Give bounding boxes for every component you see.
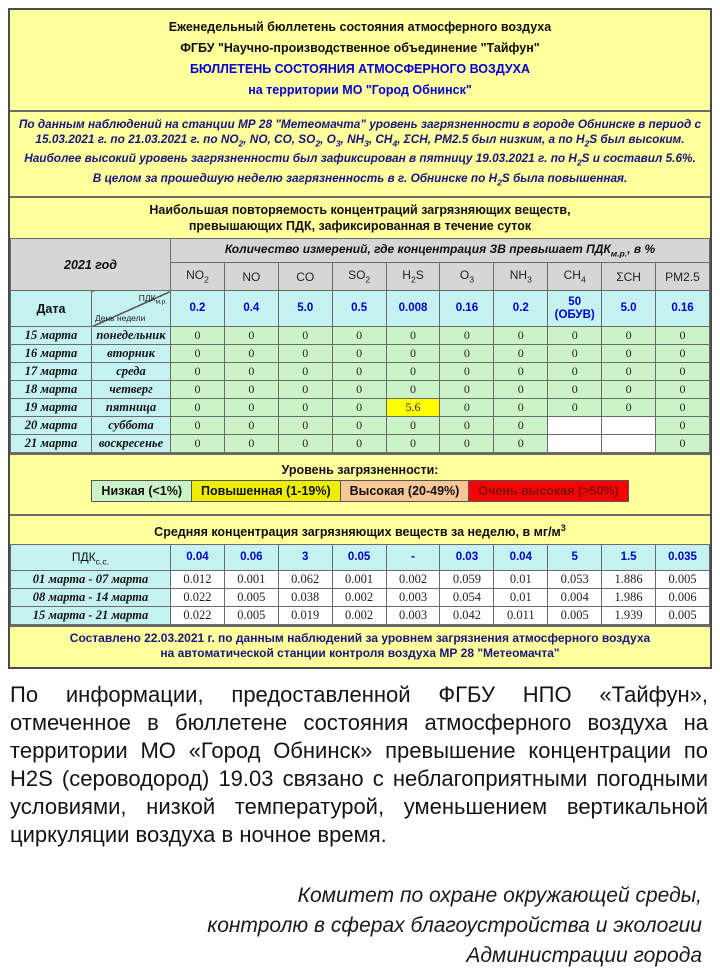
value-cell: 0 <box>548 345 602 363</box>
week-value-cell: 1.986 <box>602 589 656 607</box>
value-cell: 0 <box>171 417 225 435</box>
date-cell: 16 марта <box>11 345 92 363</box>
day-cell: вторник <box>92 345 171 363</box>
date-cell: 15 марта <box>11 327 92 345</box>
bulletin-title-line-2: ФГБУ "Научно-производственное объединение "Тайфун" <box>180 41 540 55</box>
pdk-mr-value: 0.2 <box>171 291 225 327</box>
gas-header-so2: $SO_2$ <box>332 263 386 291</box>
value-cell: 0 <box>278 435 332 453</box>
value-cell: 0 <box>224 399 278 417</box>
value-cell: 0 <box>224 363 278 381</box>
gas-header-ch4: $CH_4$ <box>548 263 602 291</box>
pdk-mr-value: 0.008 <box>386 291 440 327</box>
value-cell: 0 <box>656 381 710 399</box>
week-value-cell: 0.038 <box>278 589 332 607</box>
value-cell: 0 <box>278 363 332 381</box>
value-cell: 0 <box>386 345 440 363</box>
value-cell: 0 <box>332 363 386 381</box>
gas-header-no: NO <box>224 263 278 291</box>
week-value-cell: 0.005 <box>548 607 602 625</box>
value-cell: 0 <box>440 399 494 417</box>
week-value-cell: 0.002 <box>332 607 386 625</box>
legend-item-elevated: Повышенная (1-19%) <box>191 480 341 502</box>
week-value-cell: 0.053 <box>548 571 602 589</box>
table-row-week-1 <box>11 571 710 589</box>
day-cell: воскресенье <box>92 435 171 453</box>
value-cell: 0 <box>171 435 225 453</box>
value-cell: 0 <box>602 327 656 345</box>
week-period-cell: 15 марта - 21 марта <box>11 607 171 625</box>
value-cell: 0 <box>602 363 656 381</box>
bulletin-title-line-1: Еженедельный бюллетень состояния атмосферного воздуха <box>168 20 552 34</box>
pdk-mr-value: 0.16 <box>656 291 710 327</box>
table-row-thursday <box>11 381 710 399</box>
week-value-cell: 1.886 <box>602 571 656 589</box>
week-value-cell: 0.01 <box>494 571 548 589</box>
pdk-ss-value: 0.035 <box>656 545 710 571</box>
pdk-mr-row <box>11 291 710 327</box>
day-cell: среда <box>92 363 171 381</box>
value-cell: 0 <box>386 327 440 345</box>
year-label: 2021 год <box>11 239 171 291</box>
value-cell: 0 <box>656 399 710 417</box>
date-cell: 18 марта <box>11 381 92 399</box>
no-data-cell <box>548 417 602 435</box>
value-cell: 0 <box>171 399 225 417</box>
pollution-level-legend <box>10 453 710 514</box>
value-cell: 0 <box>386 381 440 399</box>
value-cell: 0 <box>332 327 386 345</box>
value-cell: 0 <box>494 417 548 435</box>
date-cell: 21 марта <box>11 435 92 453</box>
legend-item-very-high: Очень высокая (>50%) <box>468 480 628 502</box>
no-data-cell <box>602 417 656 435</box>
pdk-ss-value: 3 <box>278 545 332 571</box>
no-data-cell <box>548 435 602 453</box>
pdk-ss-row <box>11 545 710 571</box>
week-value-cell: 0.054 <box>440 589 494 607</box>
table-row-friday <box>11 399 710 417</box>
value-cell: 0 <box>494 399 548 417</box>
value-cell: 0 <box>224 381 278 399</box>
week-value-cell: 0.005 <box>224 607 278 625</box>
pdk-mr-value: 5.0 <box>602 291 656 327</box>
table-row-sunday <box>11 435 710 453</box>
value-cell: 0 <box>656 417 710 435</box>
value-cell: 0 <box>224 345 278 363</box>
week-value-cell: 0.001 <box>224 571 278 589</box>
gas-header-no2: $NO_2$ <box>171 263 225 291</box>
pdk-mr-value: 0.4 <box>224 291 278 327</box>
legend-item-high: Высокая (20-49%) <box>340 480 470 502</box>
value-cell: 0 <box>278 327 332 345</box>
date-cell: 20 марта <box>11 417 92 435</box>
value-cell: 0 <box>548 381 602 399</box>
signature-line-3: Администрации города <box>466 944 702 968</box>
value-cell: 0 <box>171 363 225 381</box>
table-row-week-3 <box>11 607 710 625</box>
value-cell: 0 <box>656 327 710 345</box>
week-value-cell: 0.011 <box>494 607 548 625</box>
freq-table <box>10 238 710 453</box>
air-quality-bulletin <box>8 8 712 669</box>
h2s-exceedance-cell: 5.6 <box>386 399 440 417</box>
pdk-mr-value: 5.0 <box>278 291 332 327</box>
week-value-cell: 0.002 <box>332 589 386 607</box>
legend-item-low: Низкая (<1%) <box>91 480 192 502</box>
avg-table <box>10 544 710 625</box>
week-value-cell: 0.022 <box>171 607 225 625</box>
avg-section-title: Средняя концентрация загрязняющих веществ за неделю, в $мг/м^3$ <box>10 514 710 544</box>
bulletin-header <box>10 10 710 110</box>
pdk-mr-value: 0.16 <box>440 291 494 327</box>
diagonal-header-cell <box>92 291 171 327</box>
value-cell: 0 <box>440 435 494 453</box>
week-value-cell: 0.001 <box>332 571 386 589</box>
pdk-ss-value: 0.03 <box>440 545 494 571</box>
day-cell: пятница <box>92 399 171 417</box>
week-value-cell: 0.022 <box>171 589 225 607</box>
value-cell: 0 <box>494 435 548 453</box>
value-cell: 0 <box>386 435 440 453</box>
measure-header: Количество измерений, где концентрация ЗВ превышает $ПДК_{м.р.}$, в % <box>171 239 710 263</box>
signature-block <box>0 881 702 971</box>
week-value-cell: 0.042 <box>440 607 494 625</box>
pdk-mr-value: 0.5 <box>332 291 386 327</box>
week-value-cell: 1.939 <box>602 607 656 625</box>
signature-line-1: Комитет по охране окружающей среды, <box>297 884 702 908</box>
table-row-saturday <box>11 417 710 435</box>
value-cell: 0 <box>602 399 656 417</box>
value-cell: 0 <box>278 381 332 399</box>
value-cell: 0 <box>332 435 386 453</box>
table-row-tuesday <box>11 345 710 363</box>
gas-header-o3: $O_3$ <box>440 263 494 291</box>
value-cell: 0 <box>386 417 440 435</box>
gas-header-h2s: $H_2S$ <box>386 263 440 291</box>
value-cell: 0 <box>171 345 225 363</box>
diag-pdk-label: $ПДК_{м.р.}$ <box>138 293 168 306</box>
value-cell: 0 <box>440 345 494 363</box>
pdk-ss-value: 1.5 <box>602 545 656 571</box>
week-value-cell: 0.006 <box>656 589 710 607</box>
week-value-cell: 0.019 <box>278 607 332 625</box>
day-cell: суббота <box>92 417 171 435</box>
value-cell: 0 <box>656 435 710 453</box>
value-cell: 0 <box>656 345 710 363</box>
value-cell: 0 <box>278 345 332 363</box>
week-value-cell: 0.003 <box>386 607 440 625</box>
day-cell: четверг <box>92 381 171 399</box>
value-cell: 0 <box>224 417 278 435</box>
explanatory-note: По информации, предоставленной ФГБУ НПО «Тайфун», отмеченное в бюллетене состояния атмосферного воздуха на территории МО «Город Обнинск» превышение концентрации по H2S (сероводород) 19.03 связано с неблагоприятными погодными условиями, низкой температурой, уменьшением вертикальной циркуляции воздуха в ночное время. <box>10 682 708 848</box>
value-cell: 0 <box>440 327 494 345</box>
value-cell: 0 <box>440 381 494 399</box>
date-cell: 19 марта <box>11 399 92 417</box>
freq-section-title: Наибольшая повторяемость концентраций загрязняющих веществ, превышающих ПДК, зафиксированная в течение суток <box>10 196 710 238</box>
value-cell: 0 <box>440 417 494 435</box>
week-value-cell: 0.062 <box>278 571 332 589</box>
week-value-cell: 0.059 <box>440 571 494 589</box>
value-cell: 0 <box>171 381 225 399</box>
value-cell: 0 <box>278 417 332 435</box>
value-cell: 0 <box>171 327 225 345</box>
value-cell: 0 <box>332 381 386 399</box>
value-cell: 0 <box>224 327 278 345</box>
week-value-cell: 0.005 <box>656 571 710 589</box>
value-cell: 0 <box>386 363 440 381</box>
gas-header-sch: ΣCH <box>602 263 656 291</box>
value-cell: 0 <box>602 381 656 399</box>
value-cell: 0 <box>440 363 494 381</box>
legend-title: Уровень загрязненности: <box>281 463 439 478</box>
bulletin-title-line-3: БЮЛЛЕТЕНЬ СОСТОЯНИЯ АТМОСФЕРНОГО ВОЗДУХА <box>189 62 531 76</box>
value-cell: 0 <box>494 363 548 381</box>
signature-line-2: контролю в сферах благоустройства и экологии <box>207 914 702 938</box>
no-data-cell <box>602 435 656 453</box>
freq-header-row-1 <box>11 239 710 263</box>
week-period-cell: 08 марта - 14 марта <box>11 589 171 607</box>
value-cell: 0 <box>332 345 386 363</box>
pdk-mr-value: 50 (ОБУВ) <box>548 291 602 327</box>
pdk-ss-value: 0.04 <box>171 545 225 571</box>
pdk-ss-label: $ПДК_{с.с.}$ <box>11 545 171 571</box>
week-value-cell: 0.005 <box>656 607 710 625</box>
week-value-cell: 0.005 <box>224 589 278 607</box>
week-value-cell: 0.01 <box>494 589 548 607</box>
week-value-cell: 0.002 <box>386 571 440 589</box>
pdk-ss-value: - <box>386 545 440 571</box>
diag-weekday-label: День недели <box>95 313 146 324</box>
week-value-cell: 0.003 <box>386 589 440 607</box>
gas-header-pm25: PM2.5 <box>656 263 710 291</box>
date-column-label: Дата <box>11 291 92 327</box>
table-row-monday <box>11 327 710 345</box>
value-cell: 0 <box>494 345 548 363</box>
value-cell: 0 <box>278 399 332 417</box>
pdk-ss-value: 0.04 <box>494 545 548 571</box>
gas-header-co: CO <box>278 263 332 291</box>
observation-summary: По данным наблюдений на станции МР 28 "Метеомачта" уровень загрязненности в городе Обнинске в период с 15.03.2021 г. по 21.03.2021 г. по $NO_2$, NO, CO, $SO_2$, $O_3$, $NH_3$, $CH_4$, ΣCH, PM2.5 был низким, а по $H_2S$ был высоким. Наиболее высокий уровень загрязненности был зафиксирован в пятницу 19.03.2021 г. по $H_2S$ и составил 5.6%. В целом за прошедшую неделю загрязненность в г. Обнинске по $H_2S$ была повышенная. <box>10 110 710 196</box>
legend-row <box>91 480 628 502</box>
week-period-cell: 01 марта - 07 марта <box>11 571 171 589</box>
value-cell: 0 <box>224 435 278 453</box>
value-cell: 0 <box>548 327 602 345</box>
value-cell: 0 <box>494 381 548 399</box>
week-value-cell: 0.012 <box>171 571 225 589</box>
bulletin-footer: Составлено 22.03.2021 г. по данным наблюдений за уровнем загрязнения атмосферного воздуха на автоматической станции контроля воздуха МР 28 "Метеомачта" <box>10 625 710 667</box>
bulletin-title-line-4: на территории МО "Город Обнинск" <box>248 83 472 97</box>
value-cell: 0 <box>332 399 386 417</box>
day-cell: понедельник <box>92 327 171 345</box>
value-cell: 0 <box>656 363 710 381</box>
value-cell: 0 <box>494 327 548 345</box>
table-row-week-2 <box>11 589 710 607</box>
week-value-cell: 0.004 <box>548 589 602 607</box>
value-cell: 0 <box>548 363 602 381</box>
pdk-mr-value: 0.2 <box>494 291 548 327</box>
pdk-ss-value: 0.06 <box>224 545 278 571</box>
value-cell: 0 <box>602 345 656 363</box>
pdk-ss-value: 0.05 <box>332 545 386 571</box>
pdk-ss-value: 5 <box>548 545 602 571</box>
table-row-wednesday <box>11 363 710 381</box>
gas-header-nh3: $NH_3$ <box>494 263 548 291</box>
value-cell: 0 <box>548 399 602 417</box>
date-cell: 17 марта <box>11 363 92 381</box>
value-cell: 0 <box>332 417 386 435</box>
